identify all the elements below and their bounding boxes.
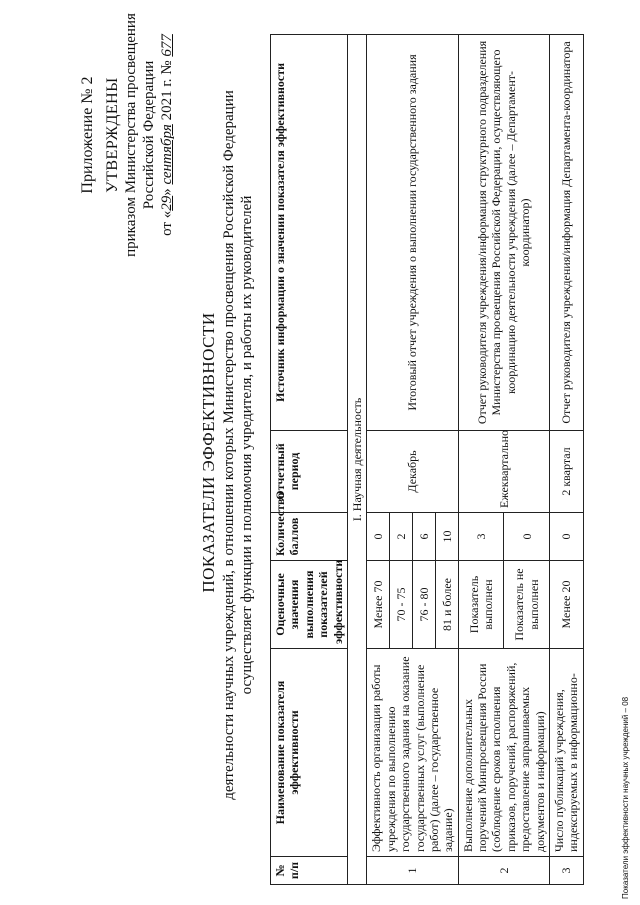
appendix-label: Приложение № 2 — [79, 76, 96, 194]
header-points: Количество баллов — [271, 513, 348, 561]
approved-label: УТВЕРЖДЕНЫ — [104, 77, 122, 193]
date-mid: » — [159, 184, 176, 196]
header-period: Отчетный период — [271, 431, 348, 513]
row1-value-3: 76 - 80 — [413, 561, 436, 649]
row2-points-1: 3 — [458, 513, 504, 561]
row2-num: 2 — [458, 857, 549, 885]
header-values: Оценочные значения выполнения показателей эффективности — [271, 561, 348, 649]
row1-points-3: 6 — [413, 513, 436, 561]
row1-value-1: Менее 70 — [367, 561, 390, 649]
approval-block — [78, 5, 176, 265]
row2-value-2: Показатель не выполнен — [504, 561, 550, 649]
row3-period: 2 квартал — [550, 431, 584, 513]
row2-value-1: Показатель выполнен — [458, 561, 504, 649]
row2-source: Отчет руководителя учреждения/информация структурного подразделения Министерства просвещения Российской Федерации, осуществляющего координацию деятельности учреждения (далее – Департамент-координатор) — [458, 35, 549, 431]
header-row — [271, 35, 348, 885]
row3-name: Число публикаций учреждения, индексируемых в информационно- — [550, 649, 584, 857]
row1-value-4: 81 и более — [435, 561, 458, 649]
handwritten-number: 677 — [159, 34, 176, 57]
row3-value: Менее 20 — [550, 561, 584, 649]
header-num: № п/п — [271, 857, 348, 885]
row3-points: 0 — [550, 513, 584, 561]
document-title: ПОКАЗАТЕЛИ ЭФФЕКТИВНОСТИ — [199, 312, 218, 593]
approval-line-2: Российской Федерации — [141, 60, 158, 210]
row1-source: Итоговый отчет учреждения о выполнении государственного задания — [367, 35, 458, 431]
row3-num: 3 — [550, 857, 584, 885]
row1-name: Эффективность организации работы учреждения по выполнению государственного задания на оказание государственных услуг (выполнение работ) (далее – государственное задание) — [367, 649, 458, 857]
handwritten-month: сентября — [159, 124, 176, 185]
table-row — [550, 35, 584, 885]
header-source: Источник информации о значении показателя эффективности — [271, 35, 348, 431]
row2-period: Ежеквартально — [458, 431, 549, 513]
table-row — [367, 35, 390, 885]
row2-name: Выполнение дополнительных поручений Минпросвещения России (соблюдение сроков исполнения приказов, поручений, распоряжений, предоставление запрашиваемых документов и информации) — [458, 649, 549, 857]
handwritten-day: 29 — [159, 195, 176, 211]
row1-value-2: 70 - 75 — [390, 561, 413, 649]
row1-points-1: 0 — [367, 513, 390, 561]
approval-date-line — [158, 5, 176, 265]
table-row — [458, 35, 504, 885]
approval-line-1: приказом Министерства просвещения — [123, 13, 140, 257]
date-prefix: от « — [159, 210, 176, 236]
row1-num: 1 — [367, 857, 458, 885]
section-row — [347, 35, 366, 885]
header-name: Наименование показателя эффективности — [271, 649, 348, 857]
document-subtitle: деятельности научных учреждений, в отношении которых Министерство просвещения Российской Федерации осуществляет функции и полномочия учредителя, и работы их руководителей — [221, 90, 255, 800]
row1-period: Декабрь — [367, 431, 458, 513]
section-title: I. Научная деятельность — [347, 35, 366, 885]
row1-points-4: 10 — [435, 513, 458, 561]
row2-points-2: 0 — [504, 513, 550, 561]
page-footer: Показатели эффективности научных учреждений – 08 — [621, 696, 630, 899]
indicators-table — [270, 34, 584, 885]
date-mid-2: 2021 г. № — [159, 56, 176, 125]
row3-source: Отчет руководителя учреждения/информация Департамента-координатора — [550, 35, 584, 431]
row1-points-2: 2 — [390, 513, 413, 561]
